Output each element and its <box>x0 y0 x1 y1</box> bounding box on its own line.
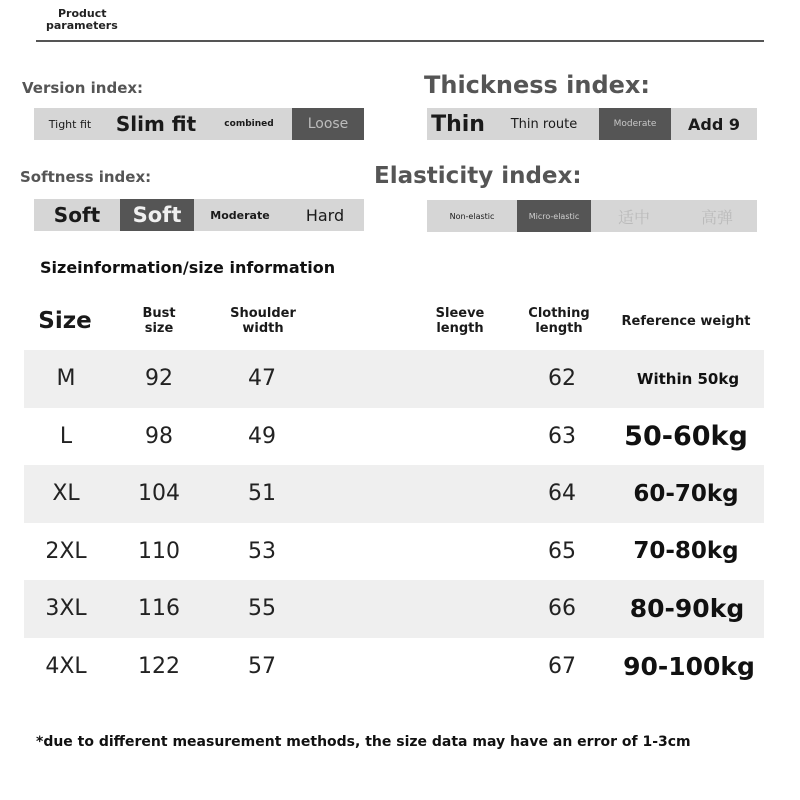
elasticity-option-micro-elastic: Micro-elastic <box>517 200 591 232</box>
cell-weight: Within 50kg <box>636 369 740 388</box>
cell-clothing-length: 64 <box>548 481 576 507</box>
cell-weight: 60-70kg <box>633 480 739 507</box>
header-divider <box>36 40 764 42</box>
cell-sleeve <box>429 350 489 408</box>
softness-option-hard: Hard <box>305 205 345 225</box>
elasticity-option-moderate-cn: 适中 <box>617 207 650 227</box>
cell-size: L <box>59 423 73 449</box>
cell-clothing-length: 66 <box>548 596 576 622</box>
cell-weight: 90-100kg <box>623 651 755 681</box>
cell-bust: 92 <box>145 366 173 392</box>
cell-shoulder: 53 <box>248 538 276 564</box>
cell-bust: 98 <box>145 423 173 449</box>
header-shoulder-width: Shoulder width <box>230 306 296 336</box>
cell-size: 3XL <box>45 596 87 622</box>
softness-option-soft-selected: Soft <box>120 199 194 231</box>
thickness-option-thin: Thin <box>431 111 485 137</box>
cell-clothing-length: 65 <box>548 538 576 564</box>
table-row <box>24 408 764 466</box>
cell-shoulder: 57 <box>248 653 276 679</box>
version-index-bar <box>34 108 364 140</box>
table-row <box>24 580 764 638</box>
version-option-loose: Loose <box>292 108 364 140</box>
header-bust-size: Bust size <box>142 306 176 336</box>
softness-index-label: Softness index: <box>20 168 152 186</box>
version-option-combined: combined <box>224 119 274 129</box>
title-line-1: Product <box>58 7 107 20</box>
size-table <box>24 292 764 695</box>
title-line-2: parameters <box>46 19 118 32</box>
softness-index-bar <box>34 199 364 231</box>
softness-option-moderate: Moderate <box>210 208 270 222</box>
version-option-slim-fit: Slim fit <box>115 112 197 136</box>
version-index-label: Version index: <box>22 79 144 97</box>
cell-sleeve <box>429 465 489 523</box>
table-header <box>24 292 764 350</box>
softness-option-soft: Soft <box>53 203 101 227</box>
header-size: Size <box>38 307 92 334</box>
table-row <box>24 523 764 581</box>
cell-bust: 122 <box>138 653 180 679</box>
cell-sleeve <box>429 638 489 696</box>
thickness-option-moderate: Moderate <box>599 108 671 140</box>
header-clothing-length: Clothing length <box>528 306 590 336</box>
cell-size: 2XL <box>45 538 87 564</box>
thickness-option-add-9: Add 9 <box>688 114 740 134</box>
cell-clothing-length: 62 <box>548 366 576 392</box>
cell-size: M <box>56 366 76 392</box>
cell-size: 4XL <box>45 653 87 679</box>
elasticity-option-non-elastic: Non-elastic <box>449 211 495 221</box>
thickness-index-bar <box>427 108 757 140</box>
cell-shoulder: 47 <box>248 366 276 392</box>
cell-clothing-length: 63 <box>548 423 576 449</box>
thickness-index-label: Thickness index: <box>424 71 651 99</box>
elasticity-index-label: Elasticity index: <box>374 163 582 189</box>
cell-sleeve <box>429 408 489 466</box>
cell-shoulder: 49 <box>248 423 276 449</box>
cell-shoulder: 51 <box>248 481 276 507</box>
cell-sleeve <box>429 580 489 638</box>
header-reference-weight: Reference weight <box>621 313 751 329</box>
cell-weight: 80-90kg <box>629 594 745 624</box>
cell-size: XL <box>52 481 80 507</box>
cell-clothing-length: 67 <box>548 653 576 679</box>
elasticity-option-high-elastic-cn: 高弹 <box>700 207 733 227</box>
size-information-title: Sizeinformation/size information <box>40 258 336 277</box>
product-parameters-title <box>46 8 118 32</box>
cell-bust: 104 <box>138 481 180 507</box>
table-row <box>24 350 764 408</box>
header-sleeve-length: Sleeve length <box>435 306 485 336</box>
cell-shoulder: 55 <box>248 596 276 622</box>
version-option-tight-fit: Tight fit <box>48 117 92 131</box>
cell-weight: 50-60kg <box>624 420 748 452</box>
cell-bust: 110 <box>138 538 180 564</box>
table-row <box>24 638 764 696</box>
thickness-option-thin-route: Thin route <box>510 116 578 132</box>
table-row <box>24 465 764 523</box>
cell-sleeve <box>429 523 489 581</box>
cell-bust: 116 <box>138 596 180 622</box>
measurement-note: *due to different measurement methods, the size data may have an error of 1-3cm <box>36 734 691 750</box>
cell-weight: 70-80kg <box>633 538 739 565</box>
elasticity-index-bar <box>427 200 757 232</box>
